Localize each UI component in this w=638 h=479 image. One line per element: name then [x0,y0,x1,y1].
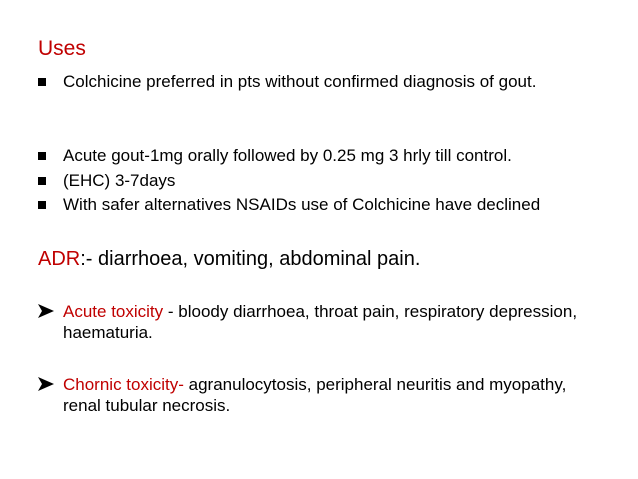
square-bullet-icon [38,78,46,86]
uses-bullet-text: Colchicine preferred in pts without confirmed diagnosis of gout. [63,72,537,91]
adr-item-text [38,374,608,416]
uses-bullet-item [38,145,608,166]
uses-bullet-item [38,71,608,92]
adr-label: ADR [38,248,81,270]
adr-text: :- diarrhoea, vomiting, abdominal pain. [80,248,421,270]
uses-bullet-text: With safer alternatives NSAIDs use of Colchicine have declined [63,195,541,214]
uses-heading: Uses [38,37,86,60]
adr-item-description: - bloody diarrhoea, throat pain, respiratory depression, haematuria. [63,302,578,342]
square-bullet-icon [38,201,46,209]
uses-bullet-item [38,170,608,191]
uses-bullet-item [38,194,608,215]
adr-item-label: Acute toxicity [63,302,168,321]
adr-item-text [38,301,608,343]
uses-bullet-text: Acute gout-1mg orally followed by 0.25 mg 3 hrly till control. [63,146,512,165]
uses-bullet-text: (EHC) 3-7days [63,171,176,190]
adr-item [38,374,608,416]
adr-item-description: agranulocytosis, peripheral neuritis and myopathy, renal tubular necrosis. [63,375,567,415]
square-bullet-icon [38,177,46,185]
adr-heading [38,246,420,272]
arrow-bullet-icon [38,377,54,396]
adr-item-label: Chornic toxicity- [63,375,189,394]
square-bullet-icon [38,152,46,160]
adr-item [38,301,608,343]
arrow-bullet-icon [38,304,54,323]
